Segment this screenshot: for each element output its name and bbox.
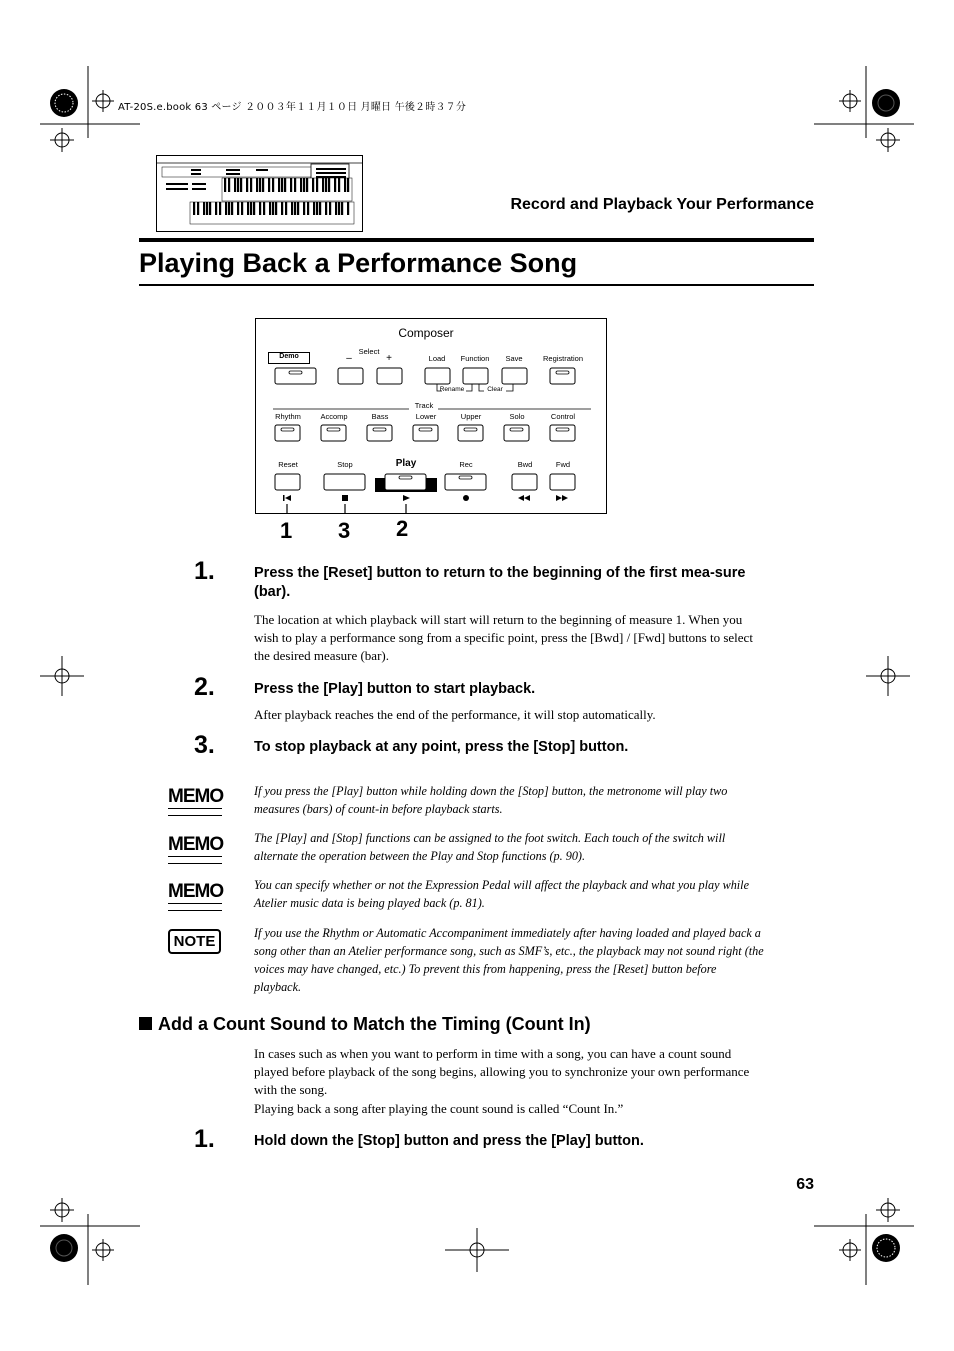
accomp-label: Accomp (320, 412, 348, 421)
registration-label: Registration (542, 354, 584, 363)
rec-icon (463, 495, 469, 501)
callout-2: 2 (396, 516, 409, 541)
lower-button (413, 425, 438, 441)
save-button (502, 368, 527, 384)
demo-label: Demo (279, 353, 299, 360)
solo-label: Solo (509, 412, 525, 421)
section-header: Record and Playback Your Performance (510, 196, 814, 213)
load-button (425, 368, 450, 384)
memo-1-text: If you press the [Play] button while holding down the [Stop] button, the metronome will play two measures (bars) of count-in before playback starts. (254, 784, 728, 816)
stop-label: Stop (337, 460, 353, 469)
callout-1: 1 (280, 518, 293, 543)
subsection-title (139, 1014, 591, 1035)
select-minus-button (338, 368, 363, 384)
memo-label: MEMO (168, 881, 224, 902)
note-text: If you use the Rhythm or Automatic Accompaniment immediately after having loaded and played back a song other than an Atelier performance song, such as SMF’s, etc., the playback may not sound right (the voices may have changed, etc.) To prevent this from happening, press the [Reset] button before playback. (254, 926, 764, 994)
rename-label: Rename (439, 386, 465, 393)
upper-label: Upper (460, 412, 482, 421)
subsection-title-text: Add a Count Sound to Match the Timing (Count In) (158, 1014, 591, 1034)
bass-label: Bass (371, 412, 389, 421)
fwd-label: Fwd (555, 460, 571, 469)
reset-icon (283, 495, 285, 501)
memo-label: MEMO (168, 786, 224, 807)
rhythm-button (275, 425, 300, 441)
bwd-label: Bwd (517, 460, 533, 469)
reset-button (275, 474, 300, 490)
control-button (550, 425, 575, 441)
minus-label: – (346, 353, 352, 364)
memo-3-text: You can specify whether or not the Expression Pedal will affect the playback and what you play while Atelier music data is being played back (p. 81). (254, 878, 749, 910)
memo-label: MEMO (168, 834, 224, 855)
plus-label: + (386, 353, 392, 364)
clear-label: Clear (487, 386, 503, 393)
fwd-icon (556, 495, 568, 501)
memo-icon (168, 882, 224, 912)
play-icon (403, 495, 410, 501)
demo-button (275, 368, 316, 384)
bwd-button (512, 474, 537, 490)
select-label: Select (358, 347, 380, 356)
organ-thumbnail (156, 155, 363, 232)
load-label: Load (428, 354, 446, 363)
rec-label: Rec (459, 460, 473, 469)
demo-led (289, 371, 302, 374)
header-rule (139, 238, 814, 242)
title-rule (139, 284, 814, 286)
registration-button (550, 368, 575, 384)
accomp-button (321, 425, 346, 441)
page-title: Playing Back a Performance Song (139, 248, 578, 278)
panel-title: Composer (398, 326, 454, 340)
fwd-button (550, 474, 575, 490)
subsection-body-2: Playing back a song after playing the count sound is called “Count In.” (254, 1101, 624, 1116)
reset-label: Reset (278, 460, 298, 469)
memo-2-text: The [Play] and [Stop] functions can be assigned to the foot switch. Each touch of the switch will alternate the operation between the Play and Stop functions (p. 90). (254, 831, 726, 863)
composer-panel (255, 318, 607, 514)
stop-button (324, 474, 365, 490)
registration-led (556, 371, 569, 374)
file-info: AT-20S.e.book 63 ページ ２００３年１１月１０日 月曜日 午後２時３７分 (118, 102, 467, 113)
square-bullet-icon (139, 1017, 152, 1030)
play-label: Play (395, 458, 417, 469)
memo-icon (168, 787, 224, 817)
control-label: Control (550, 412, 576, 421)
bwd-icon (518, 495, 530, 501)
count-in-step-number: 1. (194, 1125, 215, 1153)
step-1-number: 1. (194, 557, 215, 585)
bass-button (367, 425, 392, 441)
step-3-number: 3. (194, 731, 215, 759)
function-label: Function (460, 354, 490, 363)
stop-icon (342, 495, 348, 501)
count-in-step-text: Hold down the [Stop] button and press the [Play] button. (254, 1133, 644, 1149)
solo-button (504, 425, 529, 441)
lower-label: Lower (415, 412, 437, 421)
subsection-body-1: In cases such as when you want to perform in time with a song, you can have a count sound played before playback of the song begins, allowing you to synchronize your own performance with the song. (254, 1046, 750, 1097)
callout-3: 3 (338, 518, 351, 543)
track-label: Track (414, 401, 434, 410)
function-button (463, 368, 488, 384)
step-3-text: To stop playback at any point, press the [Stop] button. (254, 739, 629, 755)
step-2-number: 2. (194, 673, 215, 701)
note-icon: NOTE (168, 929, 221, 954)
select-plus-button (377, 368, 402, 384)
upper-button (458, 425, 483, 441)
step-2-body: After playback reaches the end of the performance, it will stop automatically. (254, 707, 656, 722)
page-number: 63 (796, 1176, 814, 1193)
step-1-body: The location at which playback will start will return to the beginning of measure 1. When you wish to play a performance song from a specific point, press the [Bwd] / [Fwd] buttons to select the desired measure (bar). (254, 612, 753, 663)
save-label: Save (505, 354, 523, 363)
rhythm-label: Rhythm (275, 412, 301, 421)
step-2-text: Press the [Play] button to start playback. (254, 681, 536, 697)
step-1-text: Press the [Reset] button to return to the beginning of the first mea-sure (bar). (254, 565, 746, 600)
memo-icon (168, 835, 224, 865)
